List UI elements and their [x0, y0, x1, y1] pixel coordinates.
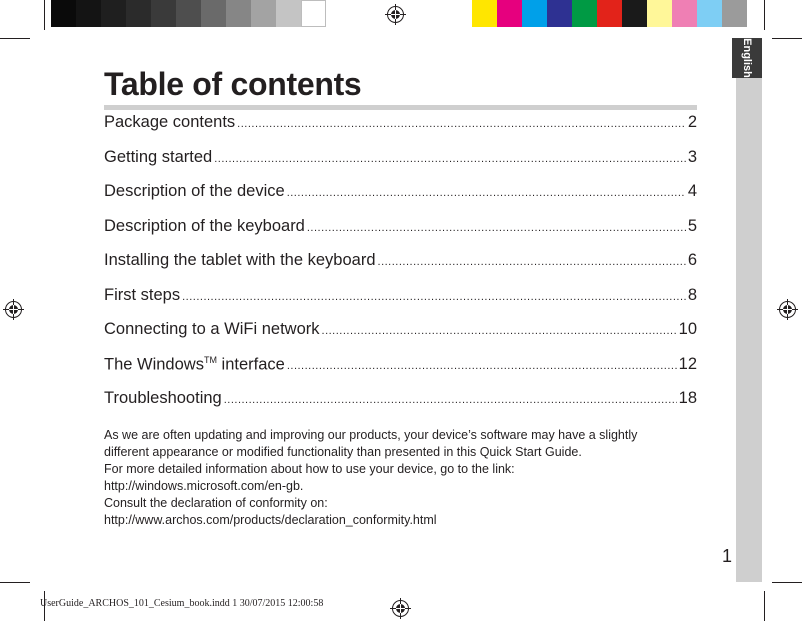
toc-entry-page: 3 [687, 147, 697, 166]
color-swatch-bar [472, 0, 747, 27]
color-swatch [647, 0, 672, 27]
color-swatch [301, 0, 326, 27]
toc-entry-page: 8 [687, 285, 697, 304]
crop-mark [764, 591, 765, 621]
toc-entry-title: Getting started [104, 147, 213, 166]
toc-dot-leader [307, 222, 686, 234]
notes-line: Consult the declaration of conformity on: [104, 495, 328, 510]
title-underline [104, 105, 697, 110]
color-swatch [547, 0, 572, 27]
toc-entry-title [104, 355, 285, 375]
toc-entry-page: 2 [687, 113, 697, 131]
registration-mark-icon [390, 598, 411, 619]
crop-mark [772, 38, 802, 39]
crop-mark [772, 582, 802, 583]
crop-mark [764, 0, 765, 30]
color-swatch [497, 0, 522, 27]
toc-entry[interactable] [104, 320, 697, 355]
toc-dot-leader [182, 291, 686, 303]
color-swatch [226, 0, 251, 27]
color-swatch [101, 0, 126, 27]
toc-entry-page: 10 [678, 320, 697, 338]
toc-entry[interactable] [104, 251, 697, 286]
color-swatch [522, 0, 547, 27]
color-swatch [201, 0, 226, 27]
registration-mark-icon [385, 4, 406, 25]
side-margin-bar [736, 38, 762, 582]
toc-dot-leader [287, 187, 686, 199]
toc-entry-title: First steps [104, 285, 181, 304]
language-tab-label: English [741, 38, 754, 78]
toc-entry-title: Connecting to a WiFi network [104, 320, 320, 338]
notes-line: As we are often updating and improving our products, your device’s software may have a slightly [104, 428, 638, 442]
notes-link[interactable]: http://www.archos.com/products/declaration_conformity.html [104, 512, 437, 527]
toc-entry[interactable] [104, 148, 697, 183]
notes-line: different appearance or modified functionality than presented in this Quick Start Guide. [104, 444, 582, 459]
toc-entry[interactable] [104, 389, 697, 424]
toc-entry-page: 5 [687, 216, 697, 235]
toc-entry[interactable] [104, 182, 697, 217]
page-title: Table of contents [104, 66, 362, 102]
crop-mark [44, 0, 45, 30]
toc-entry[interactable] [104, 217, 697, 252]
notes-line: For more detailed information about how to use your device, go to the link: [104, 461, 515, 476]
toc-entry-title-part: The Windows [104, 355, 204, 373]
toc-dot-leader [237, 118, 686, 130]
print-slug: UserGuide_ARCHOS_101_Cesium_book.indd 1 30/07/2015 12:00:58 [40, 598, 324, 609]
crop-mark [0, 38, 30, 39]
toc-entry-title: Package contents [104, 113, 236, 131]
color-swatch [176, 0, 201, 27]
toc-dot-leader [224, 394, 677, 406]
color-swatch [597, 0, 622, 27]
toc-entry[interactable] [104, 113, 697, 148]
language-tab [732, 38, 762, 78]
toc-entry-page: 6 [687, 251, 697, 269]
toc-entry-title: Description of the device [104, 182, 285, 200]
toc-entry-page: 12 [678, 355, 697, 373]
color-swatch [697, 0, 722, 27]
color-swatch [472, 0, 497, 27]
color-swatch [126, 0, 151, 27]
trademark-mark: TM [203, 354, 217, 365]
color-swatch [276, 0, 301, 27]
color-swatch [672, 0, 697, 27]
color-swatch [622, 0, 647, 27]
toc-dot-leader [322, 325, 677, 337]
color-swatch [251, 0, 276, 27]
page-number: 1 [722, 546, 733, 566]
color-swatch [151, 0, 176, 27]
toc-entry[interactable] [104, 355, 697, 390]
toc-entry-title-part: interface [216, 355, 285, 373]
toc-dot-leader [287, 360, 677, 372]
toc-entry-page: 4 [687, 182, 697, 200]
notes-link[interactable]: http://windows.microsoft.com/en-gb. [104, 478, 304, 493]
toc-entry[interactable] [104, 286, 697, 321]
color-swatch [722, 0, 747, 27]
color-swatch [76, 0, 101, 27]
color-swatch [51, 0, 76, 27]
color-swatch [572, 0, 597, 27]
crop-mark [0, 582, 30, 583]
registration-mark-icon [3, 299, 24, 320]
toc-entry-title: Troubleshooting [104, 389, 222, 407]
toc-dot-leader [378, 256, 686, 268]
toc-list [104, 113, 697, 424]
grayscale-swatch-bar [51, 0, 326, 27]
toc-entry-page: 18 [678, 389, 697, 407]
toc-entry-title: Installing the tablet with the keyboard [104, 251, 376, 269]
toc-entry-title: Description of the keyboard [104, 216, 305, 235]
info-notes [104, 427, 704, 528]
registration-mark-icon [777, 299, 798, 320]
toc-dot-leader [214, 153, 686, 165]
